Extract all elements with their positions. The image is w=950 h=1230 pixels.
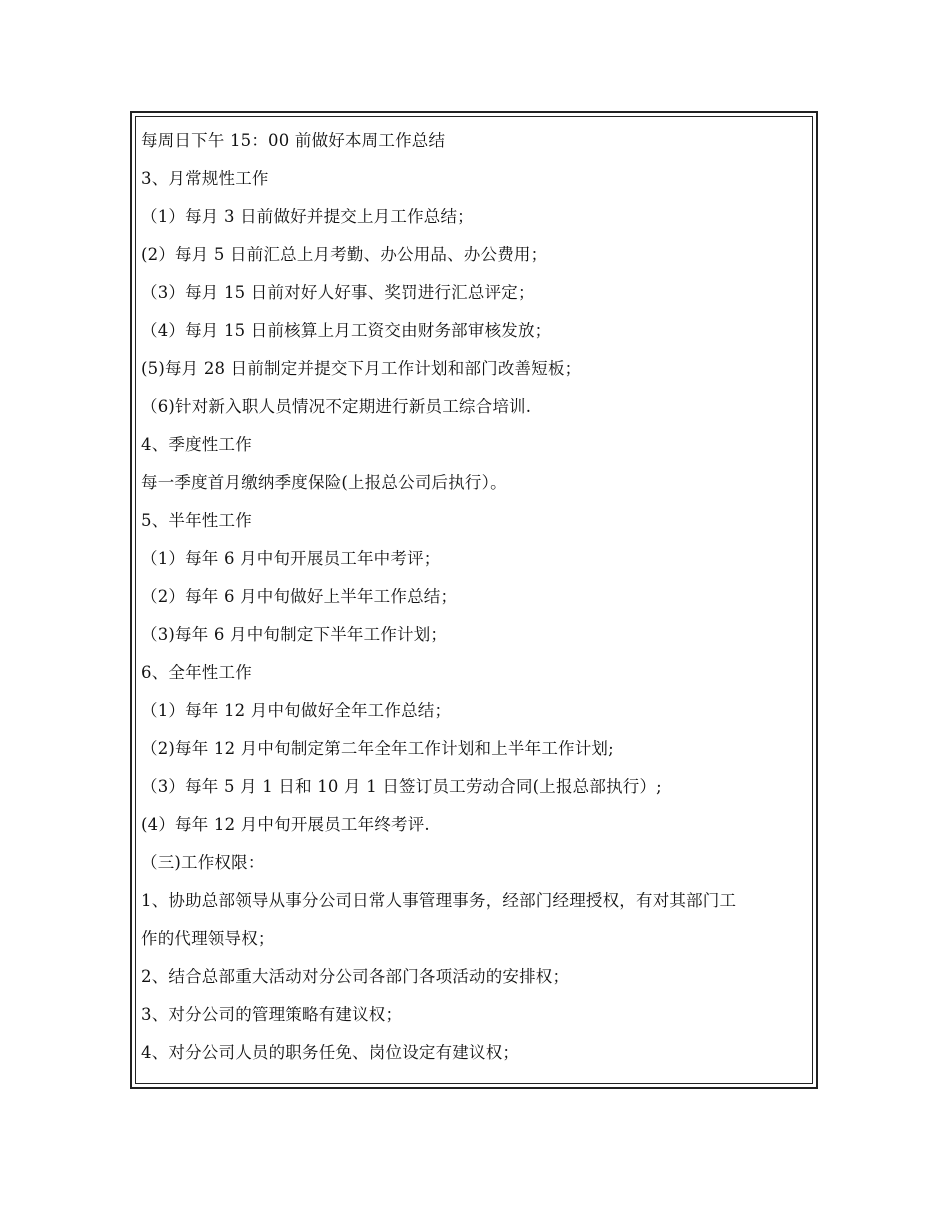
section-heading: 5、半年性工作 <box>141 511 252 530</box>
text-line: 2、结合总部重大活动对分公司各部门各项活动的安排权； <box>141 967 570 986</box>
text-line: 每周日下午 15：00 前做好本周工作总结 <box>141 131 446 150</box>
document-body <box>141 131 809 1081</box>
text-line: (2）每月 5 日前汇总上月考勤、办公用品、办公费用； <box>141 245 548 264</box>
text-line: 1、协助总部领导从事分公司日常人事管理事务，经部门经理授权，有对其部门工 <box>141 891 737 910</box>
text-line: 4、对分公司人员的职务任免、岗位设定有建议权； <box>141 1043 520 1062</box>
section-heading: （三)工作权限： <box>141 853 265 872</box>
text-line: （6)针对新入职人员情况不定期进行新员工综合培训. <box>141 397 532 416</box>
section-heading: 4、季度性工作 <box>141 435 252 454</box>
text-line: （1）每年 6 月中旬开展员工年中考评； <box>141 549 441 568</box>
text-line: （2)每年 12 月中旬制定第二年全年工作计划和上半年工作计划; <box>141 739 614 758</box>
text-line: （2）每年 6 月中旬做好上半年工作总结； <box>141 587 458 606</box>
text-line: (5)每月 28 日前制定并提交下月工作计划和部门改善短板； <box>141 359 582 378</box>
text-line: （4）每月 15 日前核算上月工资交由财务部审核发放； <box>141 321 552 340</box>
text-line: （3）每年 5 月 1 日和 10 月 1 日签订员工劳动合同(上报总部执行）; <box>141 777 662 796</box>
section-heading: 6、全年性工作 <box>141 663 252 682</box>
text-line: (4）每年 12 月中旬开展员工年终考评. <box>141 815 430 834</box>
text-line: （3）每月 15 日前对好人好事、奖罚进行汇总评定； <box>141 283 535 302</box>
document-frame <box>130 111 818 1089</box>
text-line: 每一季度首月缴纳季度保险(上报总公司后执行）。 <box>141 473 507 492</box>
text-line: （1）每年 12 月中旬做好全年工作总结； <box>141 701 452 720</box>
text-line: 作的代理领导权； <box>141 929 275 948</box>
text-line: 3、对分公司的管理策略有建议权； <box>141 1005 403 1024</box>
text-line: （3)每年 6 月中旬制定下半年工作计划； <box>141 625 448 644</box>
section-heading: 3、月常规性工作 <box>141 169 269 188</box>
text-line: （1）每月 3 日前做好并提交上月工作总结； <box>141 207 474 226</box>
